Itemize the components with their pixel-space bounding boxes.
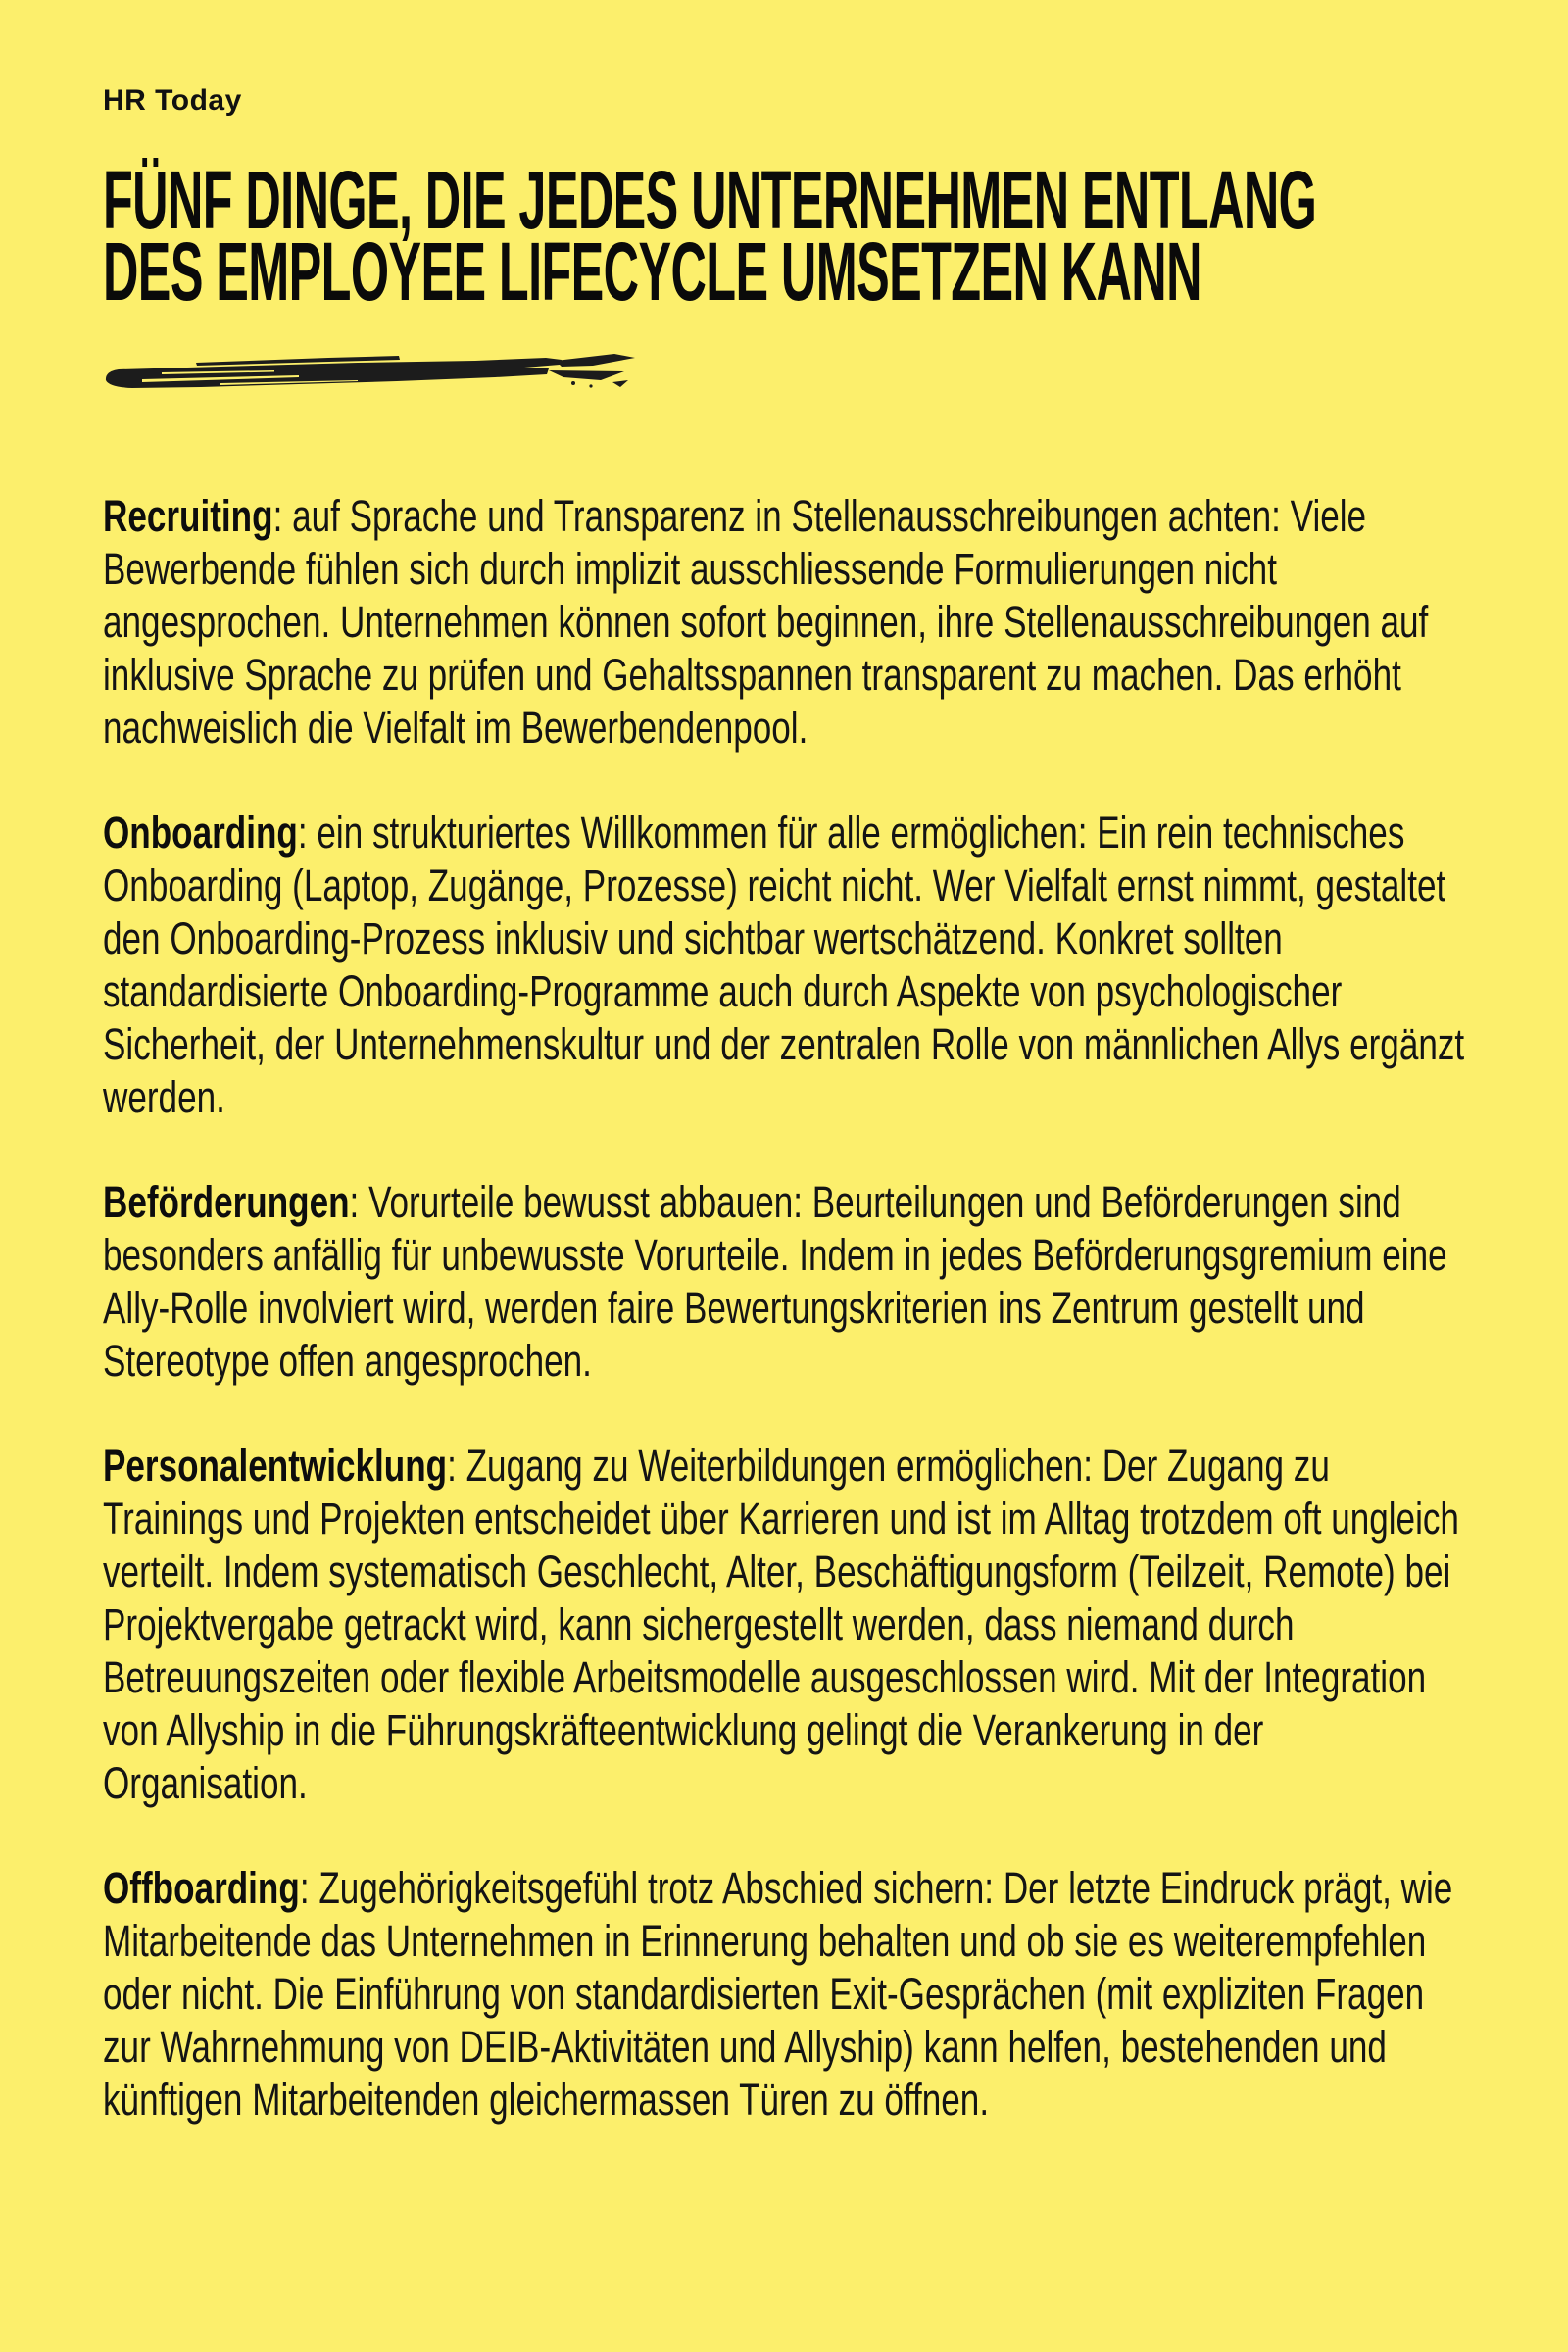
section-recruiting	[103, 490, 1465, 755]
section-offboarding	[103, 1862, 1465, 2127]
section-recruiting-lead: Recruiting	[103, 491, 273, 541]
section-personalentwicklung-lead: Personalentwicklung	[103, 1441, 448, 1491]
section-befoerderungen-text: : Vorurteile bewusst abbauen: Beurteilungen und Beförderungen sind besonders anfällig für unbewusste Vorurteile. Indem in jedes Beförderungsgremium eine Ally-Rolle involviert wird, werden faire Bewertungskriterien ins Zentrum gestellt und Stereotype offen angesprochen.	[103, 1177, 1447, 1386]
section-onboarding-text: : ein strukturiertes Willkommen für alle ermöglichen: Ein rein technisches Onboarding (Laptop, Zugänge, Prozesse) reicht nicht. Wer Vielfalt ernst nimmt, gestaltet den Onboarding-Prozess inklusiv und sichtbar wertschätzend. Konkret sollten standardisierte Onboarding-Programme auch durch Aspekte von psychologischer Sicherheit, der Unternehmenskultur und der zentralen Rolle von männlichen Allys ergänzt werden.	[103, 808, 1465, 1122]
brush-stroke-icon	[103, 351, 637, 396]
section-personalentwicklung-text: : Zugang zu Weiterbildungen ermöglichen: Der Zugang zu Trainings und Projekten entscheidet über Karrieren und ist im Alltag trotzdem oft ungleich verteilt. Indem systematisch Geschlecht, Alter, Beschäftigungsform (Teilzeit, Remote) bei Projektvergabe getrackt wird, kann sichergestellt werden, dass niemand durch Betreuungszeiten oder flexible Arbeitsmodelle ausgeschlossen wird. Mit der Integration von Allyship in die Führungskräfteentwicklung gelingt die Verankerung in der Organisation.	[103, 1441, 1459, 1808]
page-title-line-2: DES EMPLOYEE LIFECYCLE UMSETZEN KANN	[103, 225, 1201, 318]
section-offboarding-lead: Offboarding	[103, 1863, 300, 1913]
section-recruiting-text: : auf Sprache und Transparenz in Stellenausschreibungen achten: Viele Bewerbende fühlen sich durch implizit ausschliessende Formulierungen nicht angesprochen. Unternehmen können sofort beginnen, ihre Stellenausschreibungen auf inklusive Sprache zu prüfen und Gehaltsspannen transparent zu machen. Das erhöht nachweislich die Vielfalt im Bewerbendenpool.	[103, 491, 1429, 753]
section-offboarding-text: : Zugehörigkeitsgefühl trotz Abschied sichern: Der letzte Eindruck prägt, wie Mitarbeitende das Unternehmen in Erinnerung behalten und ob sie es weiterempfehlen oder nicht. Die Einführung von standardisierten Exit-Gesprächen (mit expliziten Fragen zur Wahrnehmung von DEIB-Aktivitäten und Allyship) kann helfen, bestehenden und künftigen Mitarbeitenden gleichermassen Türen zu öffnen.	[103, 1863, 1453, 2125]
section-befoerderungen	[103, 1176, 1465, 1388]
article-sections	[103, 490, 1465, 2127]
section-personalentwicklung	[103, 1440, 1465, 1810]
article-content	[103, 84, 1465, 2179]
section-befoerderungen-lead: Beförderungen	[103, 1177, 350, 1227]
page-title	[103, 154, 1465, 318]
section-onboarding	[103, 807, 1465, 1124]
section-onboarding-lead: Onboarding	[103, 808, 298, 858]
brand-logo: HR Today	[103, 84, 242, 117]
page-title-line-1: FÜNF DINGE, DIE JEDES UNTERNEHMEN ENTLANG	[103, 154, 1317, 246]
